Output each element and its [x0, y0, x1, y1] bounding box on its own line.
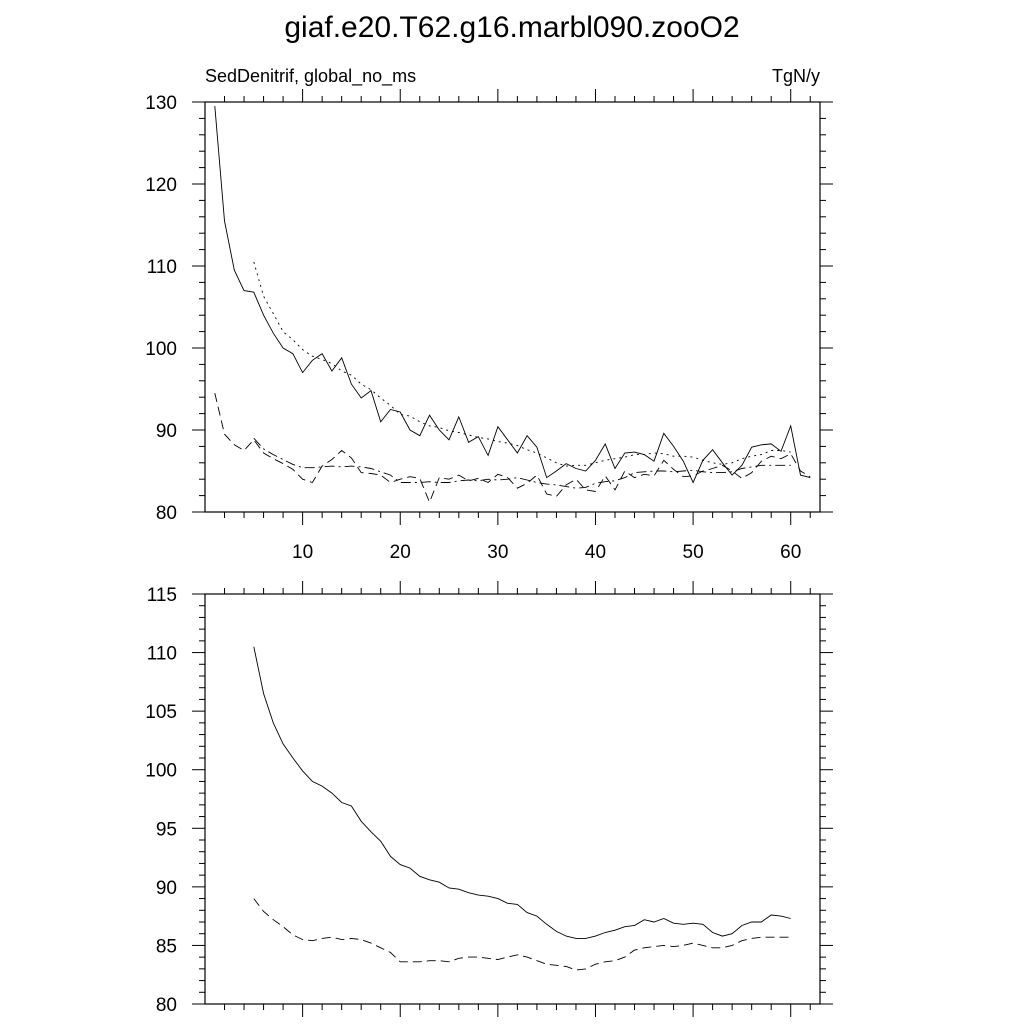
bottom-y-tick-label: 105 [145, 702, 177, 724]
top-x-tick-label: 10 [292, 542, 314, 563]
bottom-series-running-mean-solid [254, 647, 791, 939]
top-x-tick-label: 20 [389, 542, 411, 563]
bottom-y-tick-label: 80 [155, 995, 177, 1016]
figure-title: giaf.e20.T62.g16.marbl090.zooO2 [284, 11, 740, 44]
top-panel-units: TgN/y [771, 66, 820, 86]
bottom-y-tick-label: 85 [155, 936, 177, 958]
top-y-tick-label: 80 [155, 503, 177, 524]
top-panel-series [215, 106, 810, 502]
top-panel-subtitle-left: SedDenitrif, global_no_ms [205, 66, 417, 86]
bottom-y-tick-label: 115 [146, 585, 177, 606]
top-y-tick-label: 100 [145, 339, 177, 360]
bottom-panel [145, 581, 833, 1017]
top-series-running-mean-dotted [254, 262, 791, 466]
top-y-tick-label: 120 [145, 175, 177, 196]
top-series-annual-dashed [215, 393, 810, 502]
top-x-tick-label: 40 [584, 542, 607, 563]
bottom-y-tick-label: 110 [146, 643, 177, 665]
top-panel [145, 66, 833, 563]
top-panel-ticks [145, 89, 833, 563]
bottom-y-tick-label: 90 [155, 877, 177, 899]
bottom-panel-ticks [145, 581, 833, 1017]
bottom-y-tick-label: 95 [155, 819, 177, 841]
bottom-y-tick-label: 100 [145, 760, 177, 782]
top-y-tick-label: 110 [146, 257, 177, 278]
top-series-running-mean-dashdot [254, 438, 791, 488]
top-y-tick-label: 90 [155, 421, 177, 442]
top-y-tick-label: 130 [145, 93, 177, 114]
bottom-panel-frame [205, 594, 820, 1004]
top-x-tick-label: 60 [780, 542, 802, 563]
top-series-annual-solid [215, 106, 810, 482]
top-panel-frame [205, 102, 820, 512]
top-x-tick-label: 50 [682, 542, 704, 563]
bottom-series-running-mean-dashed [254, 899, 791, 970]
top-x-tick-label: 30 [487, 542, 509, 563]
bottom-panel-series [254, 647, 791, 970]
